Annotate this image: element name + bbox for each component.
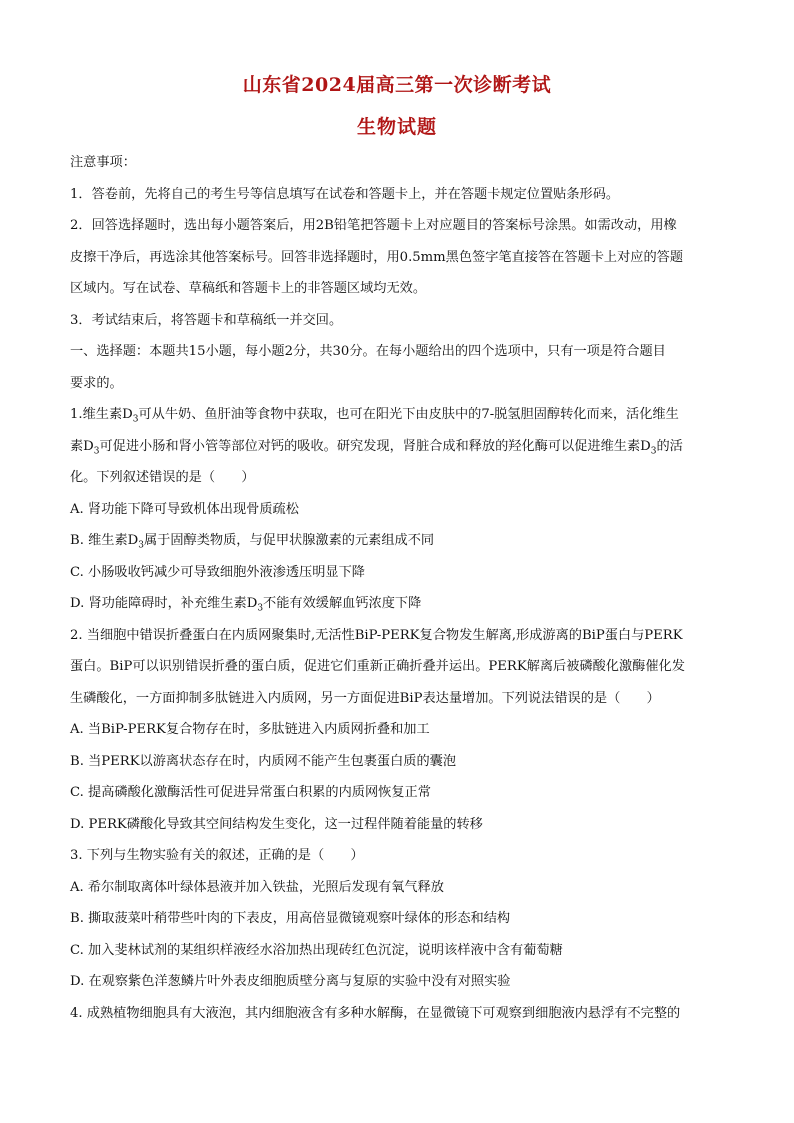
question-3-stem: 3. 下列与生物实验有关的叙述，正确的是（ ）	[70, 848, 364, 863]
note-item-2-line-2: 皮擦干净后，再选涂其他答案标号。回答非选择题时，用0.5mm黑色签字笔直接答在答题卡上对应的答题	[70, 249, 684, 265]
note-item-1: 1．答卷前，先将自己的考生号等信息填写在试卷和答题卡上，并在答题卡规定位置贴条形码。	[70, 186, 620, 202]
question-1-option-d	[70, 588, 730, 620]
note-item-2-line-3: 区域内。写在试卷、草稿纸和答题卡上的非答题区域均无效。	[70, 281, 427, 296]
question-2-option-a: A. 当BiP-PERK复合物存在时，多肽链进入内质网折叠和加工	[70, 722, 430, 737]
subscript-3: 3	[138, 540, 144, 551]
question-1-stem-line-2	[70, 431, 730, 463]
q1-text: 可从牛奶、鱼肝油等食物中获取，也可在阳光下由皮肤中的7-脱氢胆固醇转化而来，活化维生	[138, 407, 679, 422]
question-1-stem-line-3: 化。下列叙述错误的是（ ）	[70, 470, 255, 485]
question-3-option-d: D. 在观察紫色洋葱鳞片叶外表皮细胞质壁分离与复原的实验中没有对照实验	[70, 974, 511, 989]
question-2-stem-line-2: 蛋白。BiP可以识别错误折叠的蛋白质，促进它们重新正确折叠并运出。PERK解离后被磷酸化激酶催化发	[70, 659, 685, 674]
exam-title: 山东省2024届高三第一次诊断考试	[242, 74, 552, 96]
note-item-3: 3．考试结束后，将答题卡和草稿纸一并交回。	[70, 312, 343, 328]
question-2-option-c: C. 提高磷酸化激酶活性可促进异常蛋白积累的内质网恢复正常	[70, 785, 431, 800]
question-1-option-a: A. 肾功能下降可导致机体出现骨质疏松	[70, 501, 299, 517]
question-1-option-c: C. 小肠吸收钙减少可导致细胞外液渗透压明显下降	[70, 564, 365, 580]
question-4-stem-line-1: 4. 成熟植物细胞具有大液泡，其内细胞液含有多种水解酶，在显微镜下可观察到细胞液内悬浮有不完整的	[70, 1005, 681, 1021]
question-3-option-c: C. 加入斐林试剂的某组织样液经水浴加热出现砖红色沉淀，说明该样液中含有葡萄糖	[70, 942, 563, 958]
q1-option-b-text: B. 维生素D	[70, 533, 139, 548]
question-1-option-b	[70, 525, 730, 557]
exam-body	[70, 147, 730, 1029]
question-2-option-d: D. PERK磷酸化导致其空间结构发生变化，这一过程伴随着能量的转移	[70, 816, 483, 832]
subscript-3: 3	[93, 446, 100, 457]
q1-text: 素D	[70, 438, 94, 454]
subscript-3: 3	[650, 446, 657, 457]
question-3-option-a: A. 希尔制取离体叶绿体悬液并加入铁盐，光照后发现有氧气释放	[70, 879, 444, 895]
q1-option-d-text: 不能有效缓解血钙浓度下降	[263, 596, 422, 611]
q1-text: 可促进小肠和肾小管等部位对钙的吸收。研究发现，肾脏合成和释放的羟化酶可以促进维生素D	[99, 438, 651, 454]
q1-text: 1.维生素D	[70, 407, 133, 422]
q1-option-b-text: 属于固醇类物质，与促甲状腺激素的元素组成不同	[143, 533, 435, 548]
question-2-stem-line-1: 2. 当细胞中错误折叠蛋白在内质网聚集时,无活性BiP-PERK复合物发生解离,形成游离的BiP蛋白与PERK	[70, 627, 683, 643]
question-2-stem-line-3: 生磷酸化，一方面抑制多肽链进入内质网，另一方面促进BiP表达量增加。下列说法错误的是（ ）	[70, 690, 660, 706]
question-1-stem-line-1	[70, 399, 730, 431]
subscript-3: 3	[257, 603, 264, 614]
exam-subtitle: 生物试题	[356, 116, 437, 138]
q1-option-d-text: D. 肾功能障碍时，补充维生素D	[70, 596, 258, 611]
question-2-option-b: B. 当PERK以游离状态存在时，内质网不能产生包裹蛋白质的囊泡	[70, 753, 457, 769]
section-1-instructions-line-2: 要求的。	[70, 375, 123, 391]
notes-heading: 注意事项：	[70, 155, 136, 170]
subscript-3: 3	[132, 414, 139, 425]
section-1-instructions-line-1: 一、选择题：本题共15小题，每小题2分，共30分。在每小题给出的四个选项中，只有一项是符合题目	[70, 344, 666, 359]
q1-text: 的活	[656, 438, 683, 454]
note-item-2-line-1: 2．回答选择题时，选出每小题答案后，用2B铅笔把答题卡上对应题目的答案标号涂黑。如需改动，用橡	[70, 218, 677, 233]
question-3-option-b: B. 撕取菠菜叶稍带些叶肉的下表皮，用高倍显微镜观察叶绿体的形态和结构	[70, 911, 511, 926]
